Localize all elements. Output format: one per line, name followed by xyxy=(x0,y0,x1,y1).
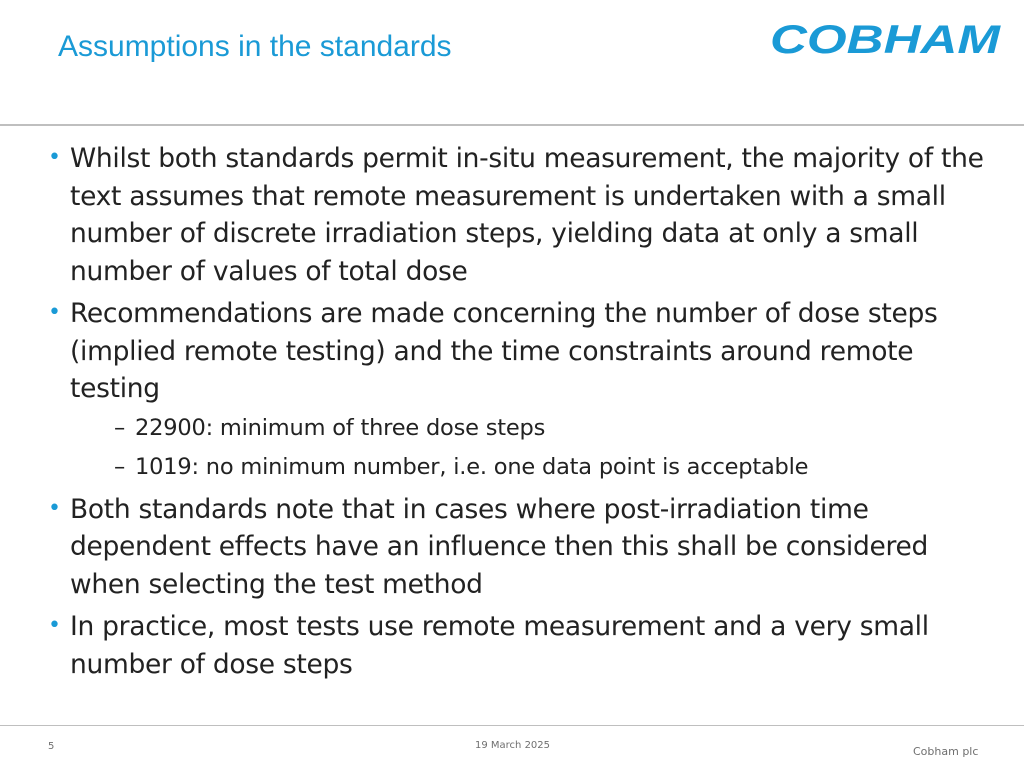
slide-body xyxy=(48,140,988,688)
bullet-marker: • xyxy=(48,495,61,521)
footer-company: Cobham plc xyxy=(913,745,979,758)
bullet-marker: • xyxy=(48,613,61,638)
footer-divider xyxy=(0,725,1024,726)
bullet-text: Both standards note that in cases where post-irradiation time dependent effects have an influence then this shall be considered when selecting the test method xyxy=(70,493,929,600)
sub-bullet-marker: – xyxy=(114,453,126,480)
cobham-logo xyxy=(768,16,1002,58)
bullet-item xyxy=(48,295,988,408)
bullet-item xyxy=(48,140,988,290)
sub-bullet-item xyxy=(48,413,988,443)
bullet-marker: • xyxy=(48,145,61,170)
slide-title: Assumptions in the standards xyxy=(58,30,452,63)
sub-bullet-text: 1019: no minimum number, i.e. one data point is acceptable xyxy=(135,453,809,480)
logo-wordmark: COBHAM xyxy=(770,18,1002,58)
bullet-text: Recommendations are made concerning the number of dose steps (implied remote testing) and the time constraints around remote testing xyxy=(70,298,938,404)
sub-bullet-item xyxy=(48,452,988,482)
header-divider xyxy=(0,124,1024,126)
bullet-item xyxy=(48,491,988,604)
page-number: 5 xyxy=(48,741,55,752)
bullet-text: Whilst both standards permit in-situ measurement, the majority of the text assumes that remote measurement is undertaken with a small number of discrete irradiation steps, yielding data at only a small number of values of total dose xyxy=(70,143,984,287)
footer-date: 19 March 2025 xyxy=(475,740,551,751)
sub-bullet-text: 22900: minimum of three dose steps xyxy=(135,414,546,441)
bullet-text: In practice, most tests use remote measurement and a very small number of dose steps xyxy=(70,611,929,680)
bullet-marker: • xyxy=(48,300,61,325)
bullet-item xyxy=(48,608,988,683)
sub-bullet-marker: – xyxy=(114,414,126,441)
